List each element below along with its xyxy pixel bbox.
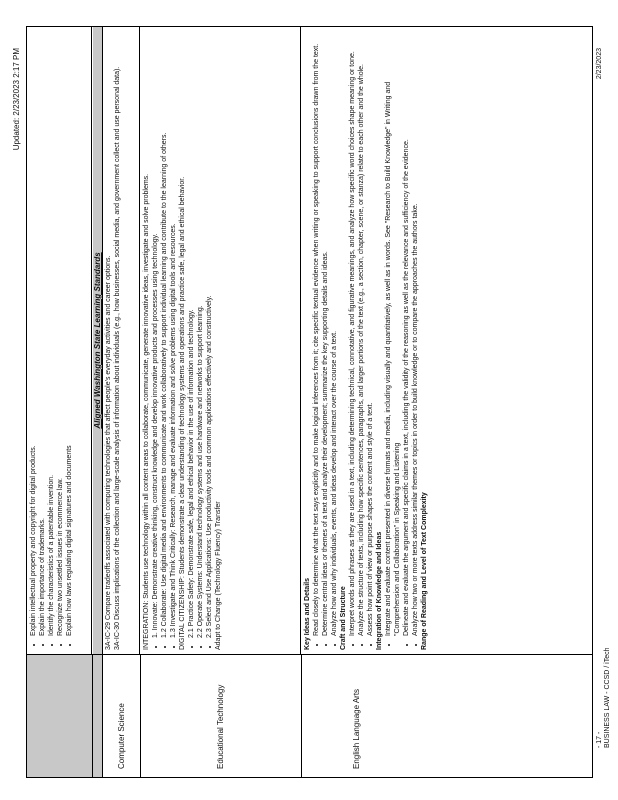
aligned-standards-heading: Aligned Washington State Learning Standards bbox=[93, 27, 103, 654]
page-number: - 17 - bbox=[596, 731, 603, 748]
edtech-item: • 2.2 Operate Systems: Understand technology systems and use hardware and networks to support learning. bbox=[196, 31, 205, 638]
objective-item: • Explain intellectual property and copyright for digital products. bbox=[29, 31, 38, 636]
footer-left bbox=[596, 648, 612, 749]
cs-standard: 3A-IC-29 Compare tradeoffs associated with computing technologies that affect people's everyday activities and career options. bbox=[105, 255, 112, 650]
edtech-digital: DIGITAL CITIZENSHIP: Students demonstrate a clear understanding of technology systems and operations and practice safe, legal and ethical behavior. bbox=[179, 176, 186, 650]
subject-cs: Computer Science bbox=[117, 703, 126, 769]
course-name: BUSINESS LAW - CCSD / iTech bbox=[604, 647, 611, 748]
ela-heading: Craft and Structure bbox=[340, 586, 347, 650]
content-column bbox=[27, 27, 592, 654]
edtech-item: • 2.1 Practice Safety: Demonstrate safe, legal and ethical behavior in the use of information and technology. bbox=[187, 31, 196, 638]
objective-item: • Explain how laws regulating digital signatures and documents bbox=[65, 31, 74, 636]
aligned-left-cell bbox=[93, 655, 103, 777]
objective-item: • Recognize two unsettled issues in ecommerce law. bbox=[56, 31, 65, 636]
objective-item: • Identify the characteristics of a patentable invention. bbox=[47, 31, 56, 636]
edtech-adapt: Adapt to Change (Technology Fluency) Transfer bbox=[215, 501, 222, 650]
edtech-standards-cell bbox=[141, 27, 301, 654]
subject-edtech: Educational Technology bbox=[216, 684, 225, 769]
objective-item: • Explain the importance of trademarks. bbox=[38, 31, 47, 636]
ela-subject-cell bbox=[302, 655, 591, 777]
ela-item: • Determine central ideas or themes of a text and analyze their development; summarize the key supporting details and ideas. bbox=[321, 31, 330, 636]
subject-ela: English Language Arts bbox=[352, 688, 361, 769]
ela-heading: Integration of Knowledge and Ideas bbox=[376, 531, 383, 650]
ela-item: • Analyze how and why individuals, events, and ideas develop and interact over the course of a text. bbox=[330, 31, 339, 636]
edtech-item: • 1. Innovate: Demonstrate creative thinking, construct knowledge and develop innovative products and processes using technology. bbox=[151, 31, 160, 638]
ela-item: • Interpret words and phrases as they are used in a text, including determining technical, connotative, and figurative meanings, and analyze how specific word choices shape meaning or tone. bbox=[348, 31, 357, 636]
cs-subject-cell bbox=[103, 655, 141, 777]
subject-column bbox=[27, 654, 592, 777]
standards-table bbox=[26, 26, 593, 778]
ela-heading: Key Ideas and Details bbox=[304, 578, 311, 650]
cs-standards-cell bbox=[103, 27, 140, 654]
edtech-subject-cell bbox=[141, 655, 302, 777]
ela-item: • Integrate and evaluate content presented in diverse formats and media, including visually and quantitatively, as well as in words. See "Research to Build Knowledge" in Writing and "Comprehension and Collaboration" in Speaking and Listening bbox=[384, 31, 402, 636]
objectives-left-cell bbox=[27, 655, 93, 777]
ela-item: • Read closely to determine what the text says explicitly and to make logical inferences from it; cite specific textual evidence when writing or speaking to support conclusions drawn from the text. bbox=[312, 31, 321, 636]
updated-stamp: Updated: 2/23/2023 2:17 PM bbox=[12, 48, 21, 151]
objective-list bbox=[29, 31, 74, 650]
edtech-item: • 2.3 Select and Use Applications: Use productivity tools and common applications effectively and constructively. bbox=[205, 31, 214, 638]
objectives-cell bbox=[27, 27, 92, 654]
edtech-integration: INTEGRATION: Students use technology within all content areas to collaborate, communicate, generate innovative ideas, investigate and solve problems. bbox=[143, 173, 150, 650]
ela-standards-cell bbox=[302, 27, 591, 654]
edtech-item: • 1.3 Investigate and Think Critically: Research, manage and evaluate information and solve problems using digital tools and resources. bbox=[169, 31, 178, 638]
ela-item: • Delineate and evaluate the argument and specific claims in a text, including the validity of the reasoning as well as the relevance and sufficiency of the evidence. bbox=[402, 31, 411, 636]
ela-item: • Analyze the structure of texts, including how specific sentences, paragraphs, and larger portions of the text (e.g., a section, chapter, scene, or stanza) relate to each other and the whole. bbox=[357, 31, 366, 636]
ela-item: • Analyze how two or more texts address similar themes or topics in order to build knowledge or to compare the approaches the authors take. bbox=[411, 31, 420, 636]
cs-standard: 3A-IC-30 Discuss implications of the collection and large-scale analysis of information about individuals (e.g., how businesses, social media, and government collect and use personal data). bbox=[114, 66, 121, 650]
ela-heading: Range of Reading and Level of Text Complexity bbox=[421, 492, 428, 650]
ela-item: • Assess how point of view or purpose shapes the content and style of a text. bbox=[366, 31, 375, 636]
footer-date: 2/23/2023 bbox=[596, 48, 603, 80]
edtech-item: • 1.2 Collaborate: Use digital media and environments to communicate and work collaboratively to support individual learning and contribute to the learning of others. bbox=[160, 31, 169, 638]
